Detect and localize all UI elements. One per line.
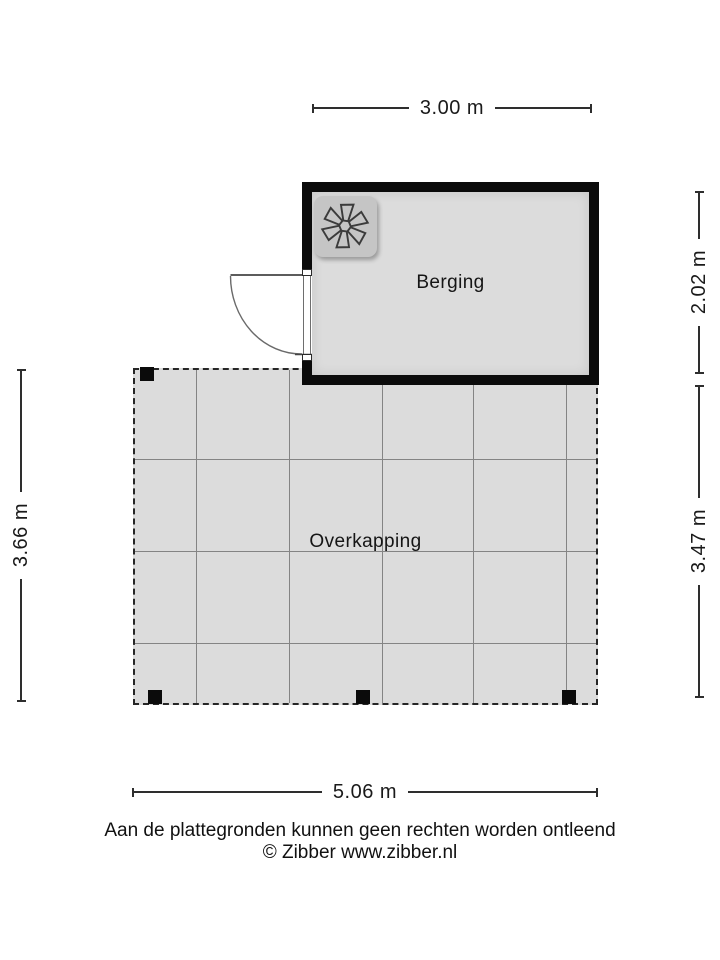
dimension-line <box>20 371 22 492</box>
post <box>562 690 576 704</box>
dimension-line <box>314 107 409 109</box>
dimension-line <box>495 107 590 109</box>
post <box>148 690 162 704</box>
dimension-overkapping-height-right <box>687 385 711 698</box>
door-frame <box>303 276 311 354</box>
footer <box>0 820 720 864</box>
dimension-line <box>20 579 22 700</box>
dimension-line <box>698 326 700 372</box>
dimension-overkapping-width <box>132 780 598 804</box>
dimension-overkapping-height-left <box>9 369 33 702</box>
dimension-line <box>698 193 700 239</box>
dimension-tick <box>590 104 592 113</box>
footer-disclaimer: Aan de plattegronden kunnen geen rechten worden ontleend <box>104 820 616 841</box>
dimension-tick <box>695 696 704 698</box>
post <box>356 690 370 704</box>
dimension-line <box>698 387 700 498</box>
dimension-tick <box>596 788 598 797</box>
grid-line <box>135 643 596 644</box>
dimension-line <box>408 791 596 793</box>
dimension-label-overkapping-height-right: 3.47 m <box>687 509 710 574</box>
ventilation-tile <box>314 196 377 257</box>
grid-line <box>135 459 596 460</box>
room-berging <box>302 182 599 385</box>
dimension-label-overkapping-width: 5.06 m <box>332 780 398 803</box>
dimension-berging-height <box>687 191 711 374</box>
dimension-label-berging-width: 3.00 m <box>419 96 485 119</box>
room-overkapping <box>133 368 598 705</box>
room-label-berging: Berging <box>416 272 485 293</box>
dimension-line <box>698 585 700 696</box>
room-label-overkapping: Overkapping <box>309 531 422 552</box>
fan-icon <box>319 200 371 252</box>
door-jamb-top <box>302 269 312 276</box>
dimension-tick <box>695 372 704 374</box>
dimension-line <box>134 791 322 793</box>
post <box>140 367 154 381</box>
dimension-label-overkapping-height-left: 3.66 m <box>9 503 32 568</box>
footer-copyright: © Zibber www.zibber.nl <box>262 842 458 863</box>
door-jamb-bottom <box>302 354 312 361</box>
dimension-tick <box>17 700 26 702</box>
dimension-berging-width <box>312 96 592 120</box>
dimension-label-berging-height: 2.02 m <box>687 250 710 315</box>
